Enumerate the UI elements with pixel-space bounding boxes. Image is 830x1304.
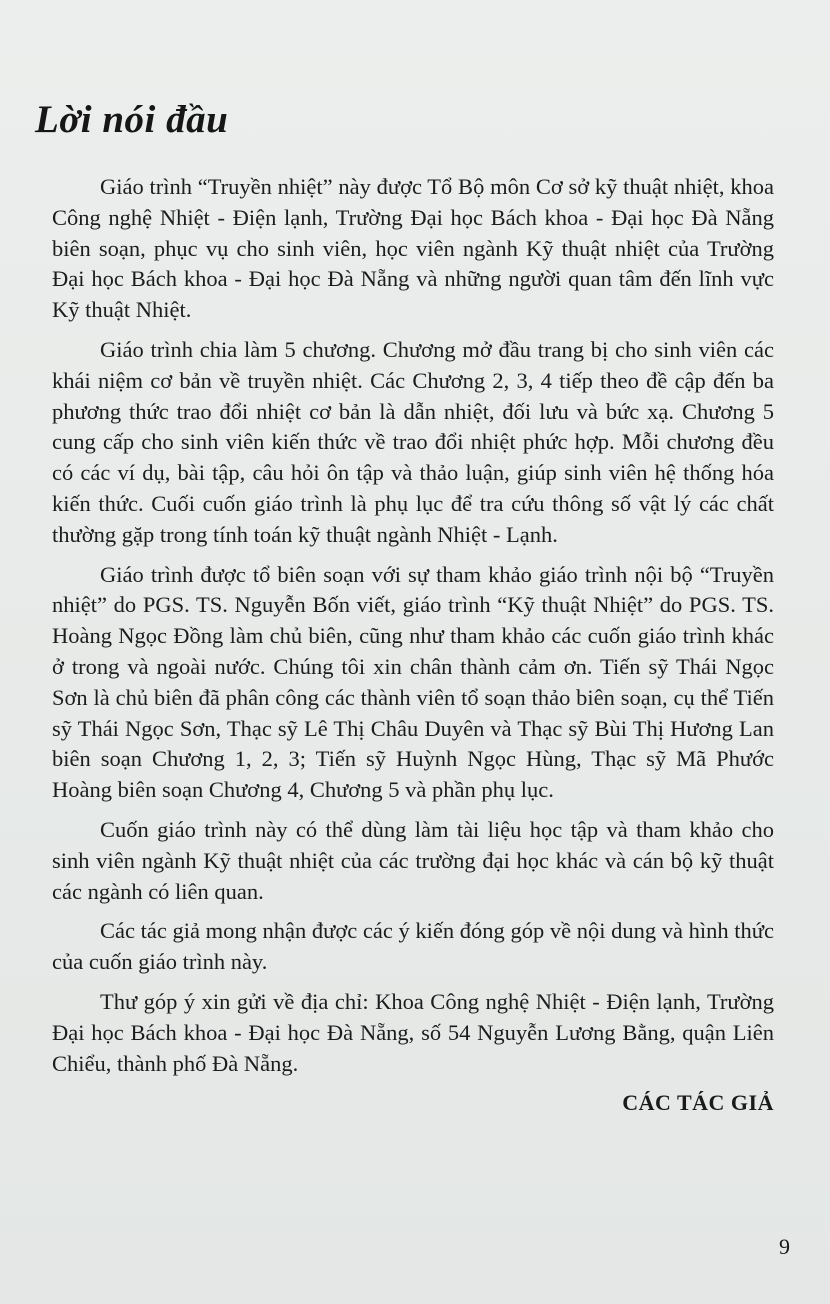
paragraph-feedback: Các tác giả mong nhận được các ý kiến đóng góp về nội dung và hình thức của cuốn giáo trình này. xyxy=(52,918,774,975)
preface-body xyxy=(52,172,774,1118)
preface-heading: Lời nói đầu xyxy=(35,98,229,141)
authors-signature: CÁC TÁC GIẢ xyxy=(622,1090,774,1116)
paragraph-structure: Giáo trình chia làm 5 chương. Chương mở đầu trang bị cho sinh viên các khái niệm cơ bản về truyền nhiệt. Các Chương 2, 3, 4 tiếp theo đề cập đến ba phương thức trao đổi nhiệt cơ bản là dẫn nhiệt, đối lưu và bức xạ. Chương 5 cung cấp cho sinh viên kiến thức về trao đổi nhiệt phức hợp. Mỗi chương đều có các ví dụ, bài tập, câu hỏi ôn tập và thảo luận, giúp sinh viên hệ thống hóa kiến thức. Cuối cuốn giáo trình là phụ lục để tra cứu thông số vật lý các chất thường gặp trong tính toán kỹ thuật ngành Nhiệt - Lạnh. xyxy=(52,336,774,547)
paragraph-references: Giáo trình được tổ biên soạn với sự tham khảo giáo trình nội bộ “Truyền nhiệt” do PGS. TS. Nguyễn Bốn viết, giáo trình “Kỹ thuật Nhiệt” do PGS. TS. Hoàng Ngọc Đồng làm chủ biên, cũng như tham khảo các cuốn giáo trình khác ở trong và ngoài nước. Chúng tôi xin chân thành cảm ơn. Tiến sỹ Thái Ngọc Sơn là chủ biên đã phân công các thành viên tổ soạn thảo biên soạn, cụ thể Tiến sỹ Thái Ngọc Sơn, Thạc sỹ Lê Thị Châu Duyên và Thạc sỹ Bùi Thị Hương Lan biên soạn Chương 1, 2, 3; Tiến sỹ Huỳnh Ngọc Hùng, Thạc sỹ Mã Phước Hoàng biên soạn Chương 4, Chương 5 và phần phụ lục. xyxy=(52,561,774,803)
paragraph-address: Thư góp ý xin gửi về địa chỉ: Khoa Công nghệ Nhiệt - Điện lạnh, Trường Đại học Bách khoa - Đại học Đà Nẵng, số 54 Nguyễn Lương Bằng, quận Liên Chiểu, thành phố Đà Nẵng. xyxy=(52,988,774,1076)
paragraph-audience: Cuốn giáo trình này có thể dùng làm tài liệu học tập và tham khảo cho sinh viên ngành Kỹ thuật nhiệt của các trường đại học khác và cán bộ kỹ thuật các ngành có liên quan. xyxy=(52,816,774,904)
page-number: 9 xyxy=(779,1234,790,1259)
paragraph-intro: Giáo trình “Truyền nhiệt” này được Tổ Bộ môn Cơ sở kỹ thuật nhiệt, khoa Công nghệ Nhiệt - Điện lạnh, Trường Đại học Bách khoa - Đại học Đà Nẵng biên soạn, phục vụ cho sinh viên, học viên ngành Kỹ thuật nhiệt của Trường Đại học Bách khoa - Đại học Đà Nẵng và những người quan tâm đến lĩnh vực Kỹ thuật Nhiệt. xyxy=(52,174,774,323)
